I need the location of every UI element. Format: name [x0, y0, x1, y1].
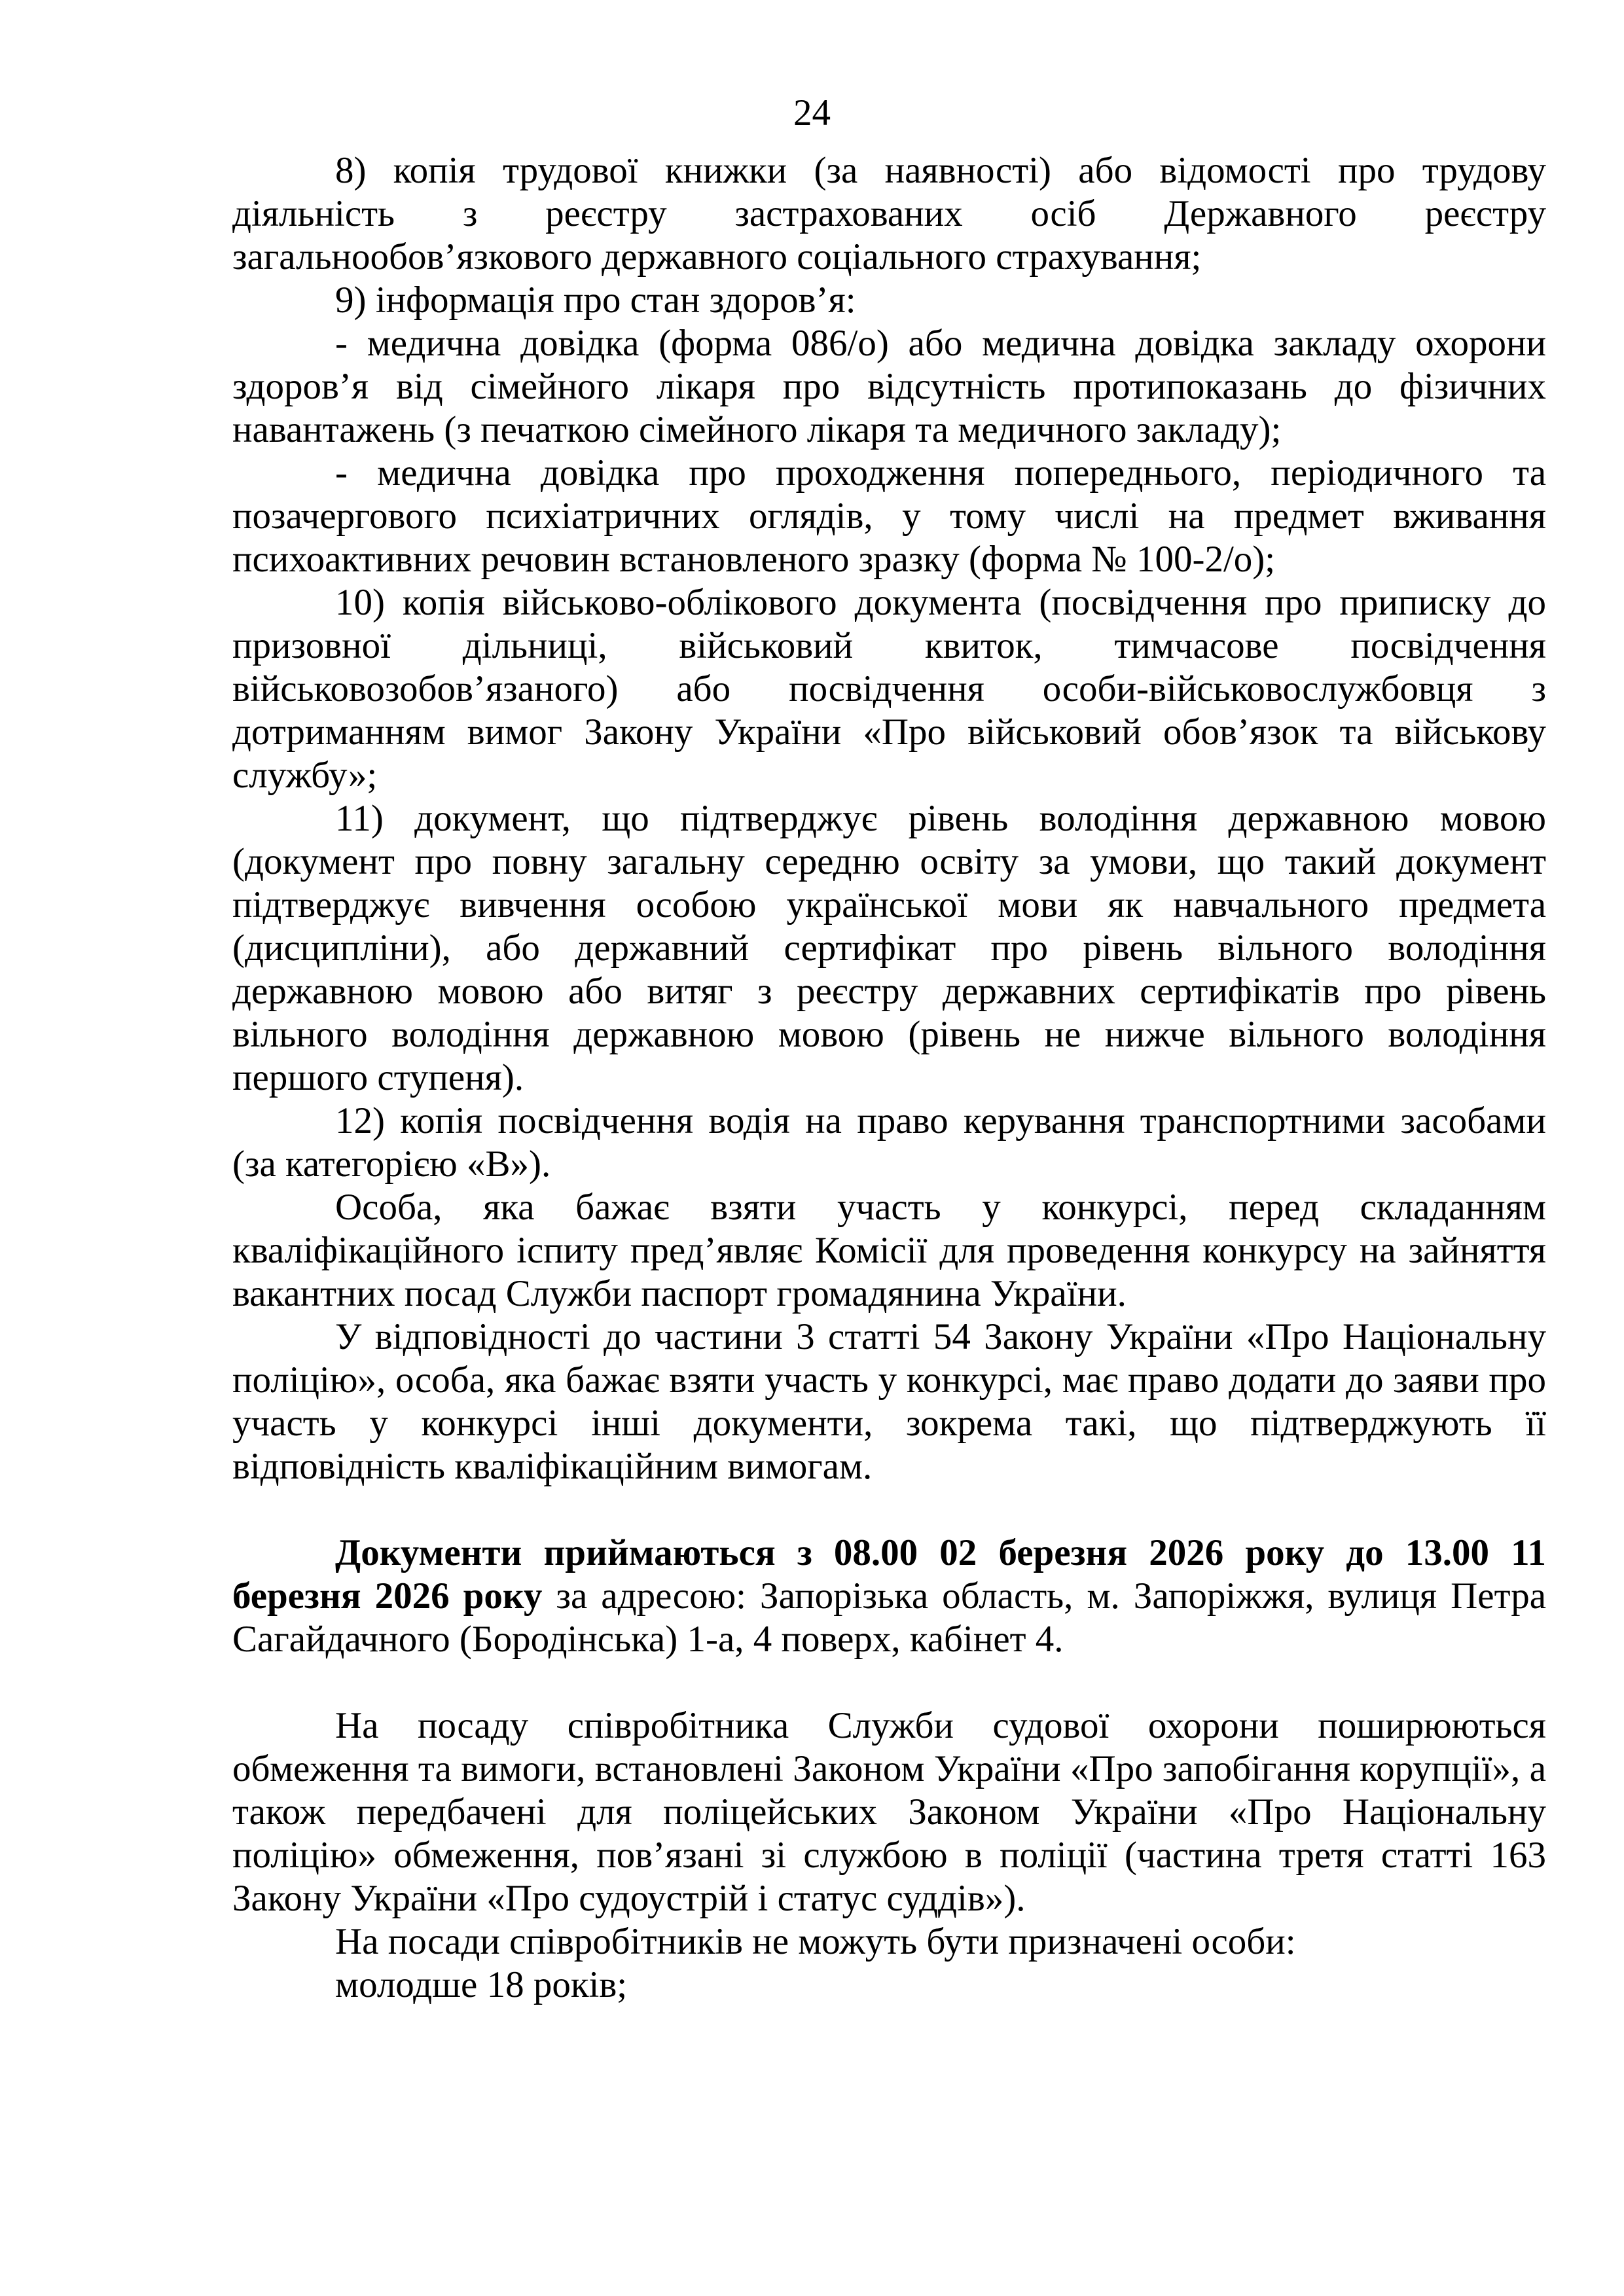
list-item-9-medical-certificate: - медична довідка (форма 086/о) або медична довідка закладу охорони здоров’я від сімейного лікаря про відсутність протипоказань до фізичних навантажень (з печаткою сімейного лікаря та медичного закладу); — [232, 323, 1546, 450]
paragraph-cannot-be-appointed: На посади співробітників не можуть бути призначені особи: — [335, 1921, 1296, 1962]
spacer — [232, 1488, 1546, 1532]
page-number: 24 — [793, 92, 831, 134]
paragraph-under-18: молодше 18 років; — [335, 1964, 628, 2005]
list-item-9: 9) інформація про стан здоров’я: — [335, 279, 856, 321]
list-item-9-psychiatric-certificate: - медична довідка про проходження попереднього, періодичного та позачергового психіатричних оглядів, у тому числі на предмет вживання психоактивних речовин встановленого зразку (форма № 100-2/о); — [232, 452, 1546, 580]
list-item-12: 12) копія посвідчення водія на право керування транспортними засобами (за категорією «В»). — [232, 1100, 1546, 1185]
list-item-10: 10) копія військово-облікового документа (посвідчення про приписку до призовної дільниці, військовий квиток, тимчасове посвідчення військовозобов’язаного) або посвідчення особи-військовослужбовця з дотриманням вимог Закону України «Про військовий обов’язок та військову службу»; — [232, 582, 1546, 796]
paragraph-article-54: У відповідності до частини 3 статті 54 Закону України «Про Національну поліцію», особа, яка бажає взяти участь у конкурсі, має право додати до заяви про участь у конкурсі інші документи, зокрема такі, що підтверджують її відповідність кваліфікаційним вимогам. — [232, 1316, 1546, 1487]
paragraph-restrictions: На посаду співробітника Служби судової охорони поширюються обмеження та вимоги, встановлені Законом України «Про запобігання корупції», а також передбачені для поліцейських Законом України «Про Національну поліцію» обмеження, пов’язані зі службою в поліції (частина третя статті 163 Закону України «Про судоустрій і статус суддів»). — [232, 1705, 1546, 1919]
document-body — [232, 149, 1546, 2007]
list-item-11: 11) документ, що підтверджує рівень володіння державною мовою (документ про повну загальну середню освіту за умови, що такий документ підтверджує вивчення особою української мови як навчального предмета (дисципліни), або державний сертифікат про рівень вільного володіння державною мовою або витяг з реєстру державних сертифікатів про рівень вільного володіння державною мовою (рівень не нижче вільного володіння першого ступеня). — [232, 798, 1546, 1098]
spacer — [232, 1661, 1546, 1704]
paragraph-deadline — [232, 1532, 1546, 1661]
deadline-bold-text: Документи приймаються з 08.00 02 березня 2026 року до 13.00 11 березня 2026 року — [232, 1532, 1546, 1617]
list-item-8: 8) копія трудової книжки (за наявності) або відомості про трудову діяльність з реєстру застрахованих осіб Державного реєстру загальнообов’язкового державного соціального страхування; — [232, 150, 1546, 278]
paragraph-passport: Особа, яка бажає взяти участь у конкурсі, перед складанням кваліфікаційного іспиту пред’являє Комісії для проведення конкурсу на зайняття вакантних посад Служби паспорт громадянина України. — [232, 1187, 1546, 1314]
deadline-address-text: за адресою: Запорізька область, м. Запоріжжя, вулиця Петра Сагайдачного (Бородінська) 1-а, 4 поверх, кабінет 4. — [232, 1575, 1546, 1660]
